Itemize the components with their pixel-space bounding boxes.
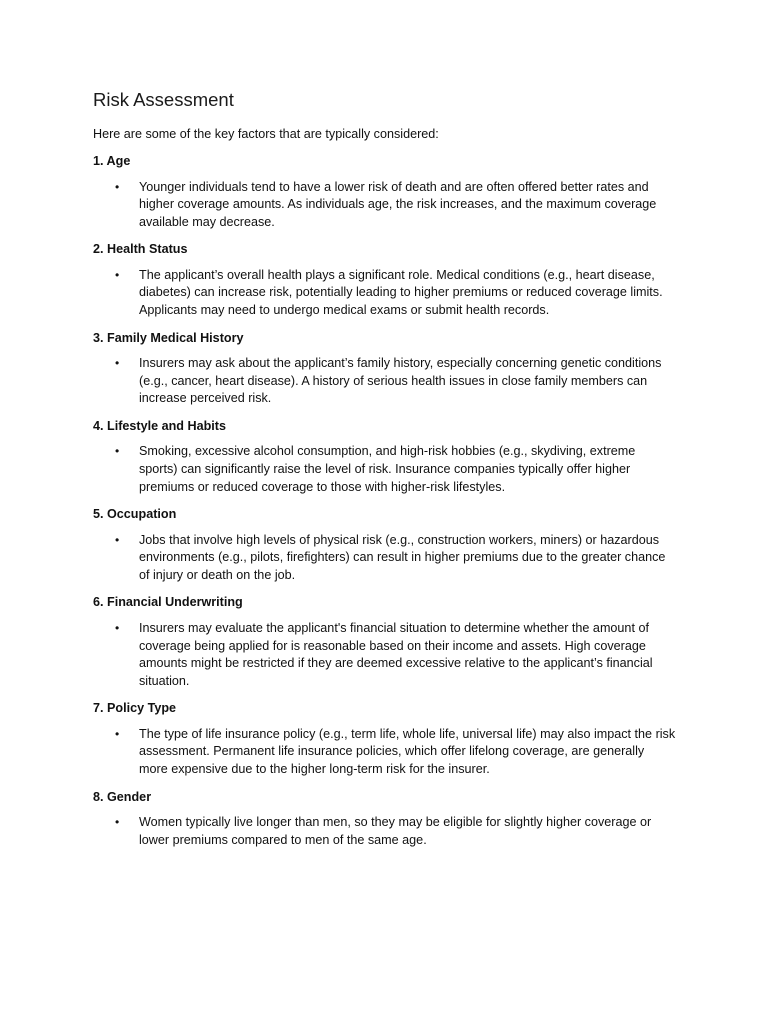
bullet-text: Jobs that involve high levels of physical risk (e.g., construction workers, miners) or hazardous environments (e.g., pilots, firefighters) can result in higher premiums due to the greater chance of injury or death on the job. [139, 532, 666, 582]
bullet-text: The applicant’s overall health plays a significant role. Medical conditions (e.g., heart disease, diabetes) can increase risk, potentially leading to higher premiums or reduced coverage limits. Applicants may need to undergo medical exams or submit health records. [139, 267, 663, 317]
document-title: Risk Assessment [93, 89, 234, 110]
section-age [93, 152, 676, 231]
section-policy-type [93, 699, 676, 778]
bullet-list [93, 443, 676, 496]
section-gender [93, 788, 676, 850]
section-heading: 3. Family Medical History [93, 330, 244, 345]
bullet-list [93, 179, 676, 232]
section-heading: 8. Gender [93, 789, 152, 804]
bullet-list [93, 814, 676, 849]
bullet-list [93, 355, 676, 408]
section-heading: 4. Lifestyle and Habits [93, 418, 226, 433]
bullet-text: Younger individuals tend to have a lower risk of death and are often offered better rates and higher coverage amounts. As individuals age, the risk increases, and the maximum coverage available may decrease. [139, 179, 657, 229]
bullet-icon: • [115, 532, 120, 547]
list-item [93, 726, 676, 779]
section-heading: 1. Age [93, 154, 131, 168]
section-health-status [93, 240, 676, 319]
bullet-icon: • [115, 726, 120, 741]
list-item [93, 620, 676, 690]
bullet-icon: • [115, 356, 120, 371]
bullet-list [93, 267, 676, 320]
bullet-icon: • [115, 267, 120, 282]
section-financial-underwriting [93, 593, 676, 690]
bullet-text: Insurers may evaluate the applicant's financial situation to determine whether the amount of coverage being applied for is reasonable based on their income and assets. High coverage amounts might be restricted if they are deemed excessive relative to the applicant’s financial situation. [139, 620, 653, 688]
list-item [93, 355, 676, 408]
section-family-medical-history [93, 329, 676, 408]
section-heading: 7. Policy Type [93, 701, 177, 716]
bullet-text: Smoking, excessive alcohol consumption, and high-risk hobbies (e.g., skydiving, extreme sports) can significantly raise the level of risk. Insurance companies typically offer higher premiums or reduced coverage to those with higher-risk lifestyles. [139, 444, 636, 494]
bullet-list [93, 726, 676, 779]
bullet-icon: • [115, 179, 120, 194]
list-item [93, 814, 676, 849]
bullet-text: The type of life insurance policy (e.g., term life, whole life, universal life) may also impact the risk assessment. Permanent life insurance policies, which offer lifelong coverage, are generally more expensive due to the higher long-term risk for the insurer. [139, 726, 676, 776]
bullet-text: Insurers may ask about the applicant’s family history, especially concerning genetic conditions (e.g., cancer, heart disease). A history of serious health issues in close family members can increase perceived risk. [139, 356, 662, 406]
list-item [93, 532, 676, 585]
intro-paragraph: Here are some of the key factors that are typically considered: [93, 127, 439, 141]
section-heading: 2. Health Status [93, 242, 188, 257]
bullet-icon: • [115, 620, 120, 635]
section-lifestyle-and-habits [93, 417, 676, 496]
bullet-list [93, 620, 676, 690]
list-item [93, 267, 676, 320]
section-heading: 6. Financial Underwriting [93, 595, 243, 610]
section-occupation [93, 505, 676, 584]
bullet-icon: • [115, 444, 120, 459]
bullet-list [93, 532, 676, 585]
list-item [93, 179, 676, 232]
section-heading: 5. Occupation [93, 507, 177, 522]
bullet-text: Women typically live longer than men, so they may be eligible for slightly higher coverage or lower premiums compared to men of the same age. [139, 815, 652, 847]
bullet-icon: • [115, 815, 120, 830]
list-item [93, 443, 676, 496]
